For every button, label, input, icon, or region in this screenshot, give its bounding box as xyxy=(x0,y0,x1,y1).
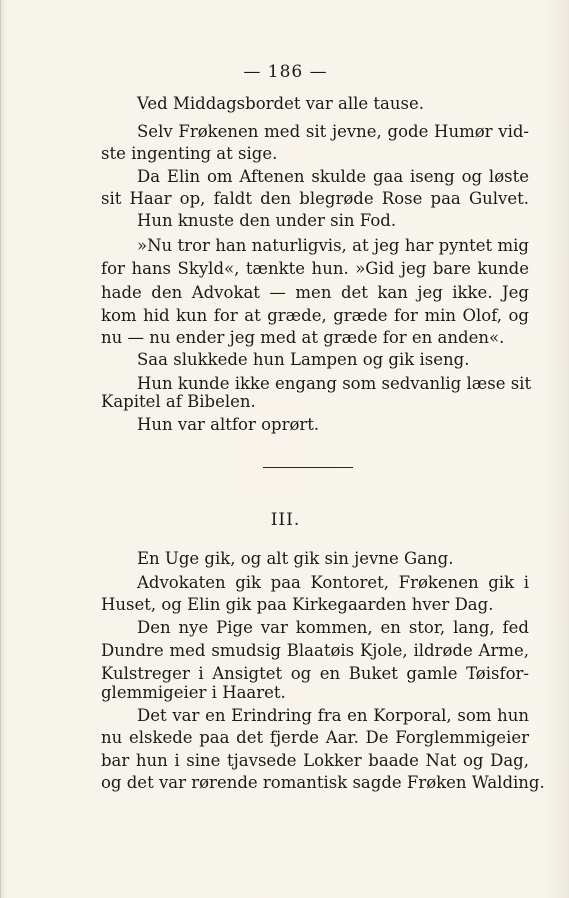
section-heading: III. xyxy=(270,510,301,530)
text-line: nu — nu ender jeg med at græde for en anden«. xyxy=(101,328,505,347)
text-line: sit Haar op, faldt den blegrøde Rose paa Gulvet. xyxy=(101,189,529,208)
text-line: hade den Advokat — men det kan jeg ikke. Jeg xyxy=(101,283,529,302)
text-line: En Uge gik, og alt gik sin jevne Gang. xyxy=(137,549,454,568)
text-line: Ved Middagsbordet var alle tause. xyxy=(137,94,424,113)
text-line: Kulstreger i Ansigtet og en Buket gamle Tøisfor- xyxy=(101,664,529,683)
section-divider xyxy=(263,467,353,468)
text-line: »Nu tror han naturligvis, at jeg har pyntet mig xyxy=(137,236,529,255)
text-line: for hans Skyld«, tænkte hun. »Gid jeg bare kunde xyxy=(101,259,529,278)
text-line: ste ingenting at sige. xyxy=(101,144,278,163)
text-line: Kapitel af Bibelen. xyxy=(101,392,256,411)
text-line: kom hid kun for at græde, græde for min Olof, og xyxy=(101,306,529,325)
text-line: Hun var altfor oprørt. xyxy=(137,415,320,434)
text-line: glemmigeier i Haaret. xyxy=(101,683,286,702)
text-line: bar hun i sine tjavsede Lokker baade Nat og Dag, xyxy=(101,751,529,770)
text-line: Advokaten gik paa Kontoret, Frøkenen gik i xyxy=(137,573,529,592)
text-line: Huset, og Elin gik paa Kirkegaarden hver Dag. xyxy=(101,595,494,614)
text-line: Selv Frøkenen med sit jevne, gode Humør vid- xyxy=(137,122,529,141)
text-line: Hun kunde ikke engang som sedvanlig læse sit xyxy=(137,374,532,393)
text-line: Det var en Erindring fra en Korporal, som hun xyxy=(137,706,529,725)
text-line: Da Elin om Aftenen skulde gaa iseng og løste xyxy=(137,167,529,186)
text-line: Hun knuste den under sin Fod. xyxy=(137,211,397,230)
page-number: — 186 — xyxy=(243,62,328,82)
text-line: Saa slukkede hun Lampen og gik iseng. xyxy=(137,350,470,369)
text-line: og det var rørende romantisk sagde Frøken Walding. xyxy=(101,773,545,792)
text-line: Den nye Pige var kommen, en stor, lang, fed xyxy=(137,618,529,637)
text-line: Dundre med smudsig Blaatøis Kjole, ildrøde Arme, xyxy=(101,641,529,660)
text-line: nu elskede paa det fjerde Aar. De Forglemmigeier xyxy=(101,728,529,747)
